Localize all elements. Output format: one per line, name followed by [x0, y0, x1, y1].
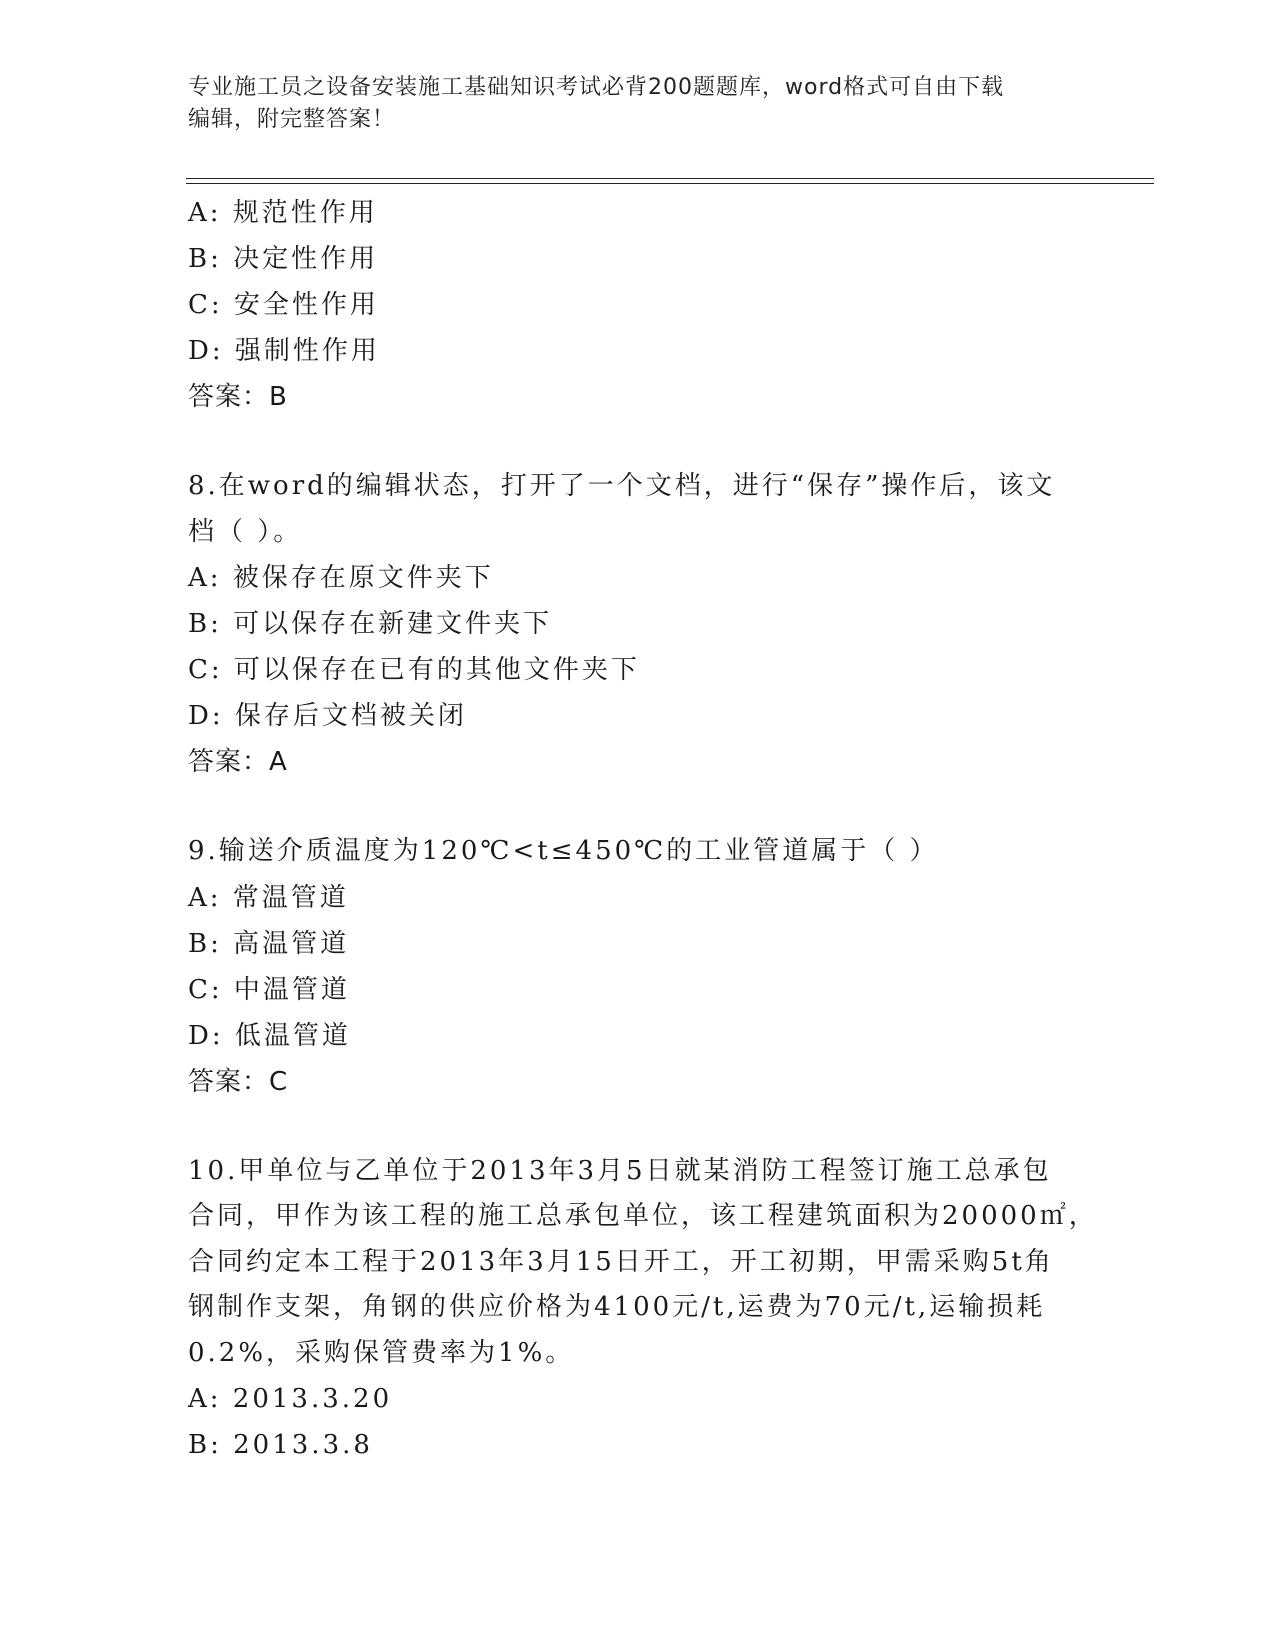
- question-stem-line: 钢制作支架，角钢的供应价格为4100元/t,运费为70元/t,运输损耗: [188, 1292, 1046, 1322]
- question-stem-line: 0.2%，采购保管费率为1%。: [188, 1337, 575, 1368]
- question-stem-line: 10.甲单位与乙单位于2013年3月5日就某消防工程签订施工总承包: [188, 1155, 1052, 1186]
- document-header: [188, 72, 1088, 136]
- option-d: D: 低温管道: [188, 1020, 351, 1051]
- question-list: [188, 190, 1098, 1468]
- option-b: B: 2013.3.8: [188, 1430, 373, 1460]
- header-divider-top: [186, 178, 1154, 179]
- option-c: C: 中温管道: [188, 974, 350, 1005]
- question-10: [188, 1149, 1098, 1469]
- answer-line: 答案：C: [188, 1066, 289, 1097]
- header-divider-bottom: [186, 183, 1154, 184]
- option-b: B: 高温管道: [188, 928, 350, 959]
- question-stem-line: 合同，甲作为该工程的施工总承包单位，该工程建筑面积为20000㎡，: [188, 1201, 1098, 1231]
- question-8: [188, 464, 1088, 785]
- question-9: [188, 829, 1088, 1105]
- question-7: [188, 190, 1088, 420]
- answer-line: 答案：A: [188, 747, 288, 777]
- question-stem-line: 8.在word的编辑状态，打开了一个文档，进行“保存”操作后，该文: [188, 471, 1056, 501]
- option-c: C: 安全性作用: [188, 290, 379, 320]
- header-line-1: 专业施工员之设备安装施工基础知识考试必背200题题库，word格式可自由下载: [188, 75, 1005, 100]
- option-b: B: 可以保存在新建文件夹下: [188, 609, 553, 639]
- option-a: A: 常温管道: [188, 882, 349, 913]
- question-stem-line: 档（ ）。: [188, 516, 303, 547]
- question-stem-line: 9.输送介质温度为120℃<t≤450℃的工业管道属于（ ）: [188, 836, 939, 866]
- option-a: A: 规范性作用: [188, 198, 378, 228]
- option-c: C: 可以保存在已有的其他文件夹下: [188, 655, 640, 685]
- option-a: A: 被保存在原文件夹下: [188, 563, 494, 593]
- option-d: D: 保存后文档被关闭: [188, 701, 467, 731]
- header-line-2: 编辑，附完整答案！: [188, 107, 396, 132]
- option-d: D: 强制性作用: [188, 336, 380, 366]
- option-a: A: 2013.3.20: [188, 1384, 393, 1414]
- option-b: B: 决定性作用: [188, 244, 379, 274]
- question-stem-line: 合同约定本工程于2013年3月15日开工，开工初期，甲需采购5t角: [188, 1246, 1054, 1277]
- answer-line: 答案：B: [188, 382, 288, 412]
